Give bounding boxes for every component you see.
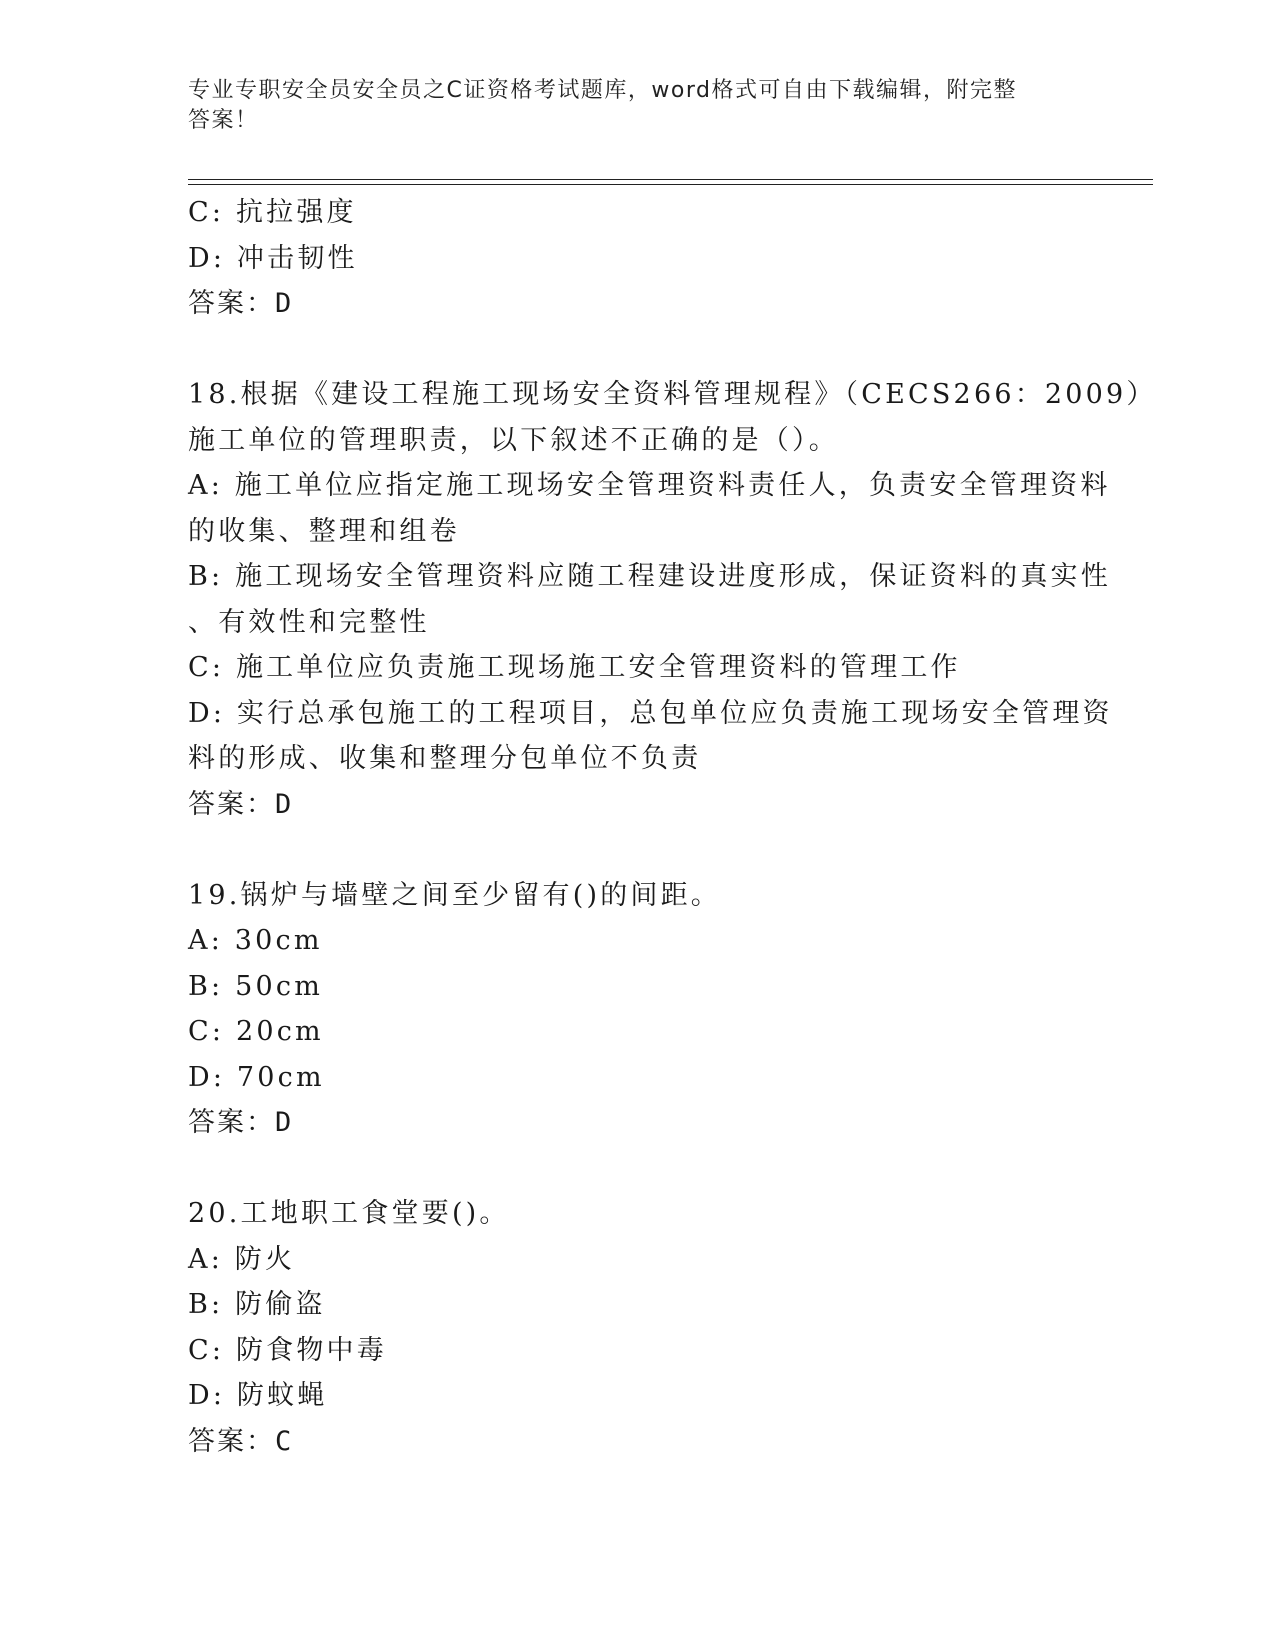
- answer-value: D: [275, 788, 294, 820]
- question-stem: 19.锅炉与墙壁之间至少留有()的间距。: [188, 879, 722, 911]
- answer: [188, 1100, 1088, 1146]
- answer: [188, 1419, 1088, 1465]
- option-b-line-2: 、有效性和完整性: [188, 606, 430, 638]
- question-17: [188, 190, 1088, 327]
- header-line-2: 答案！: [188, 108, 259, 133]
- header-divider-top: [188, 179, 1153, 180]
- option-c: C: 施工单位应负责施工现场施工安全管理资料的管理工作: [188, 652, 961, 683]
- answer-value: D: [275, 1107, 294, 1138]
- document-header: [188, 76, 1068, 136]
- option-a: A: 防火: [188, 1243, 296, 1275]
- answer-label: 答案：: [188, 1107, 275, 1138]
- option-d: D: 冲击韧性: [188, 242, 358, 274]
- answer: [188, 782, 1088, 828]
- option-d-line-2: 料的形成、收集和整理分包单位不负责: [188, 743, 702, 774]
- question-19: [188, 873, 1088, 1146]
- question-stem-line-1: 18.根据《建设工程施工现场安全资料管理规程》（CECS266：2009）: [188, 379, 1157, 410]
- answer-value: C: [275, 1425, 294, 1457]
- option-a-line-2: 的收集、整理和组卷: [188, 515, 460, 547]
- option-b-line-1: B: 施工现场安全管理资料应随工程建设进度形成，保证资料的真实性: [188, 561, 1111, 592]
- header-line-1: 专业专职安全员安全员之C证资格考试题库，word格式可自由下载编辑，附完整: [188, 78, 1017, 103]
- option-c: C: 20cm: [188, 1016, 324, 1047]
- answer-label: 答案：: [188, 1425, 275, 1457]
- option-c: C: 抗拉强度: [188, 197, 357, 228]
- answer-label: 答案：: [188, 788, 275, 820]
- question-18: [188, 372, 1157, 827]
- question-stem: 20.工地职工食堂要()。: [188, 1198, 510, 1229]
- option-b: B: 防偷盗: [188, 1289, 326, 1320]
- spacer: [188, 827, 1088, 873]
- answer-label: 答案：: [188, 288, 275, 319]
- option-a: A: 30cm: [188, 925, 323, 956]
- option-d-line-1: D: 实行总承包施工的工程项目，总包单位应负责施工现场安全管理资: [188, 697, 1113, 729]
- answer-value: D: [275, 288, 294, 319]
- option-c: C: 防食物中毒: [188, 1334, 387, 1366]
- header-divider-bottom: [188, 184, 1153, 185]
- option-d: D: 70cm: [188, 1061, 325, 1093]
- spacer: [188, 1146, 1088, 1192]
- option-d: D: 防蚊蝇: [188, 1380, 328, 1411]
- question-stem-line-2: 施工单位的管理职责，以下叙述不正确的是（）。: [188, 424, 839, 456]
- answer: [188, 281, 1088, 327]
- spacer: [188, 327, 1088, 373]
- question-20: [188, 1191, 1088, 1464]
- option-b: B: 50cm: [188, 970, 324, 1002]
- question-list: [188, 190, 1157, 1464]
- option-a-line-1: A: 施工单位应指定施工现场安全管理资料责任人，负责安全管理资料: [188, 470, 1111, 501]
